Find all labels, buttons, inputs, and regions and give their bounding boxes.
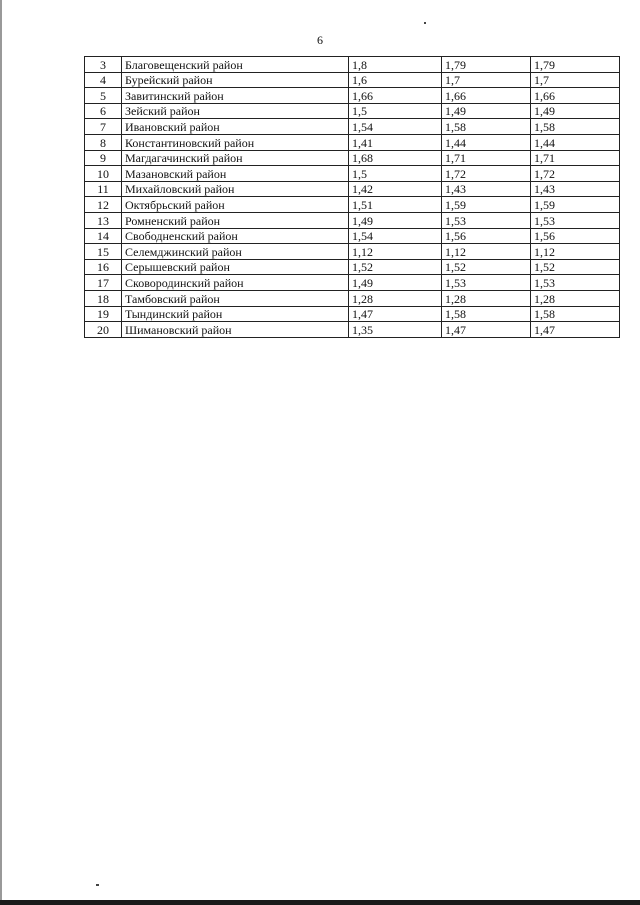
district-coefficients-table: [84, 56, 620, 338]
district-name-cell: Тындинский район: [122, 306, 349, 322]
value-cell-1: 1,42: [349, 181, 442, 197]
value-cell-2: 1,43: [442, 181, 531, 197]
row-number-cell: 7: [85, 119, 122, 135]
value-cell-3: 1,12: [531, 244, 620, 260]
table-row: [85, 103, 620, 119]
value-cell-2: 1,44: [442, 134, 531, 150]
scan-left-edge: [0, 0, 2, 905]
row-number-cell: 12: [85, 197, 122, 213]
value-cell-3: 1,56: [531, 228, 620, 244]
table-row: [85, 275, 620, 291]
district-name-cell: Зейский район: [122, 103, 349, 119]
value-cell-3: 1,71: [531, 150, 620, 166]
value-cell-1: 1,28: [349, 290, 442, 306]
value-cell-2: 1,71: [442, 150, 531, 166]
table-row: [85, 244, 620, 260]
district-name-cell: Мазановский район: [122, 166, 349, 182]
row-number-cell: 18: [85, 290, 122, 306]
value-cell-1: 1,5: [349, 103, 442, 119]
district-name-cell: Сковородинский район: [122, 275, 349, 291]
value-cell-1: 1,8: [349, 57, 442, 73]
district-name-cell: Магдагачинский район: [122, 150, 349, 166]
value-cell-1: 1,35: [349, 322, 442, 338]
district-name-cell: Селемджинский район: [122, 244, 349, 260]
table-row: [85, 290, 620, 306]
district-name-cell: Шимановский район: [122, 322, 349, 338]
value-cell-3: 1,47: [531, 322, 620, 338]
row-number-cell: 20: [85, 322, 122, 338]
value-cell-1: 1,41: [349, 134, 442, 150]
scan-bottom-edge: [0, 900, 640, 905]
district-name-cell: Ивановский район: [122, 119, 349, 135]
value-cell-3: 1,43: [531, 181, 620, 197]
district-name-cell: Благовещенский район: [122, 57, 349, 73]
value-cell-3: 1,58: [531, 119, 620, 135]
table-row: [85, 197, 620, 213]
value-cell-2: 1,66: [442, 88, 531, 104]
table-row: [85, 150, 620, 166]
district-name-cell: Октябрьский район: [122, 197, 349, 213]
value-cell-1: 1,54: [349, 119, 442, 135]
table-row: [85, 57, 620, 73]
value-cell-1: 1,5: [349, 166, 442, 182]
value-cell-1: 1,12: [349, 244, 442, 260]
value-cell-1: 1,49: [349, 212, 442, 228]
value-cell-1: 1,52: [349, 259, 442, 275]
value-cell-3: 1,52: [531, 259, 620, 275]
value-cell-2: 1,79: [442, 57, 531, 73]
row-number-cell: 10: [85, 166, 122, 182]
value-cell-2: 1,56: [442, 228, 531, 244]
district-name-cell: Константиновский район: [122, 134, 349, 150]
table-row: [85, 212, 620, 228]
value-cell-3: 1,7: [531, 72, 620, 88]
row-number-cell: 13: [85, 212, 122, 228]
value-cell-1: 1,47: [349, 306, 442, 322]
row-number-cell: 16: [85, 259, 122, 275]
value-cell-3: 1,53: [531, 212, 620, 228]
row-number-cell: 9: [85, 150, 122, 166]
value-cell-2: 1,52: [442, 259, 531, 275]
value-cell-3: 1,66: [531, 88, 620, 104]
value-cell-2: 1,53: [442, 275, 531, 291]
value-cell-2: 1,7: [442, 72, 531, 88]
scan-speck: [424, 22, 426, 24]
value-cell-2: 1,12: [442, 244, 531, 260]
table-row: [85, 181, 620, 197]
table-row: [85, 72, 620, 88]
value-cell-1: 1,51: [349, 197, 442, 213]
value-cell-3: 1,44: [531, 134, 620, 150]
row-number-cell: 3: [85, 57, 122, 73]
value-cell-3: 1,58: [531, 306, 620, 322]
value-cell-1: 1,54: [349, 228, 442, 244]
row-number-cell: 6: [85, 103, 122, 119]
district-name-cell: Тамбовский район: [122, 290, 349, 306]
table-row: [85, 259, 620, 275]
table-body: [85, 57, 620, 338]
row-number-cell: 17: [85, 275, 122, 291]
district-name-cell: Михайловский район: [122, 181, 349, 197]
row-number-cell: 11: [85, 181, 122, 197]
row-number-cell: 15: [85, 244, 122, 260]
district-name-cell: Бурейский район: [122, 72, 349, 88]
value-cell-1: 1,49: [349, 275, 442, 291]
page-number: 6: [317, 33, 323, 47]
value-cell-2: 1,28: [442, 290, 531, 306]
table-row: [85, 88, 620, 104]
row-number-cell: 14: [85, 228, 122, 244]
value-cell-3: 1,59: [531, 197, 620, 213]
value-cell-2: 1,49: [442, 103, 531, 119]
value-cell-1: 1,6: [349, 72, 442, 88]
scan-speck: [96, 884, 99, 886]
value-cell-1: 1,68: [349, 150, 442, 166]
row-number-cell: 8: [85, 134, 122, 150]
table-row: [85, 166, 620, 182]
district-name-cell: Серышевский район: [122, 259, 349, 275]
value-cell-3: 1,72: [531, 166, 620, 182]
row-number-cell: 4: [85, 72, 122, 88]
value-cell-3: 1,28: [531, 290, 620, 306]
district-name-cell: Завитинский район: [122, 88, 349, 104]
value-cell-3: 1,53: [531, 275, 620, 291]
district-name-cell: Ромненский район: [122, 212, 349, 228]
row-number-cell: 19: [85, 306, 122, 322]
value-cell-3: 1,49: [531, 103, 620, 119]
table-row: [85, 228, 620, 244]
value-cell-2: 1,47: [442, 322, 531, 338]
value-cell-2: 1,58: [442, 306, 531, 322]
value-cell-2: 1,58: [442, 119, 531, 135]
row-number-cell: 5: [85, 88, 122, 104]
value-cell-3: 1,79: [531, 57, 620, 73]
value-cell-2: 1,72: [442, 166, 531, 182]
table-row: [85, 322, 620, 338]
table-row: [85, 306, 620, 322]
district-name-cell: Свободненский район: [122, 228, 349, 244]
table-row: [85, 134, 620, 150]
table-row: [85, 119, 620, 135]
value-cell-2: 1,59: [442, 197, 531, 213]
value-cell-2: 1,53: [442, 212, 531, 228]
value-cell-1: 1,66: [349, 88, 442, 104]
